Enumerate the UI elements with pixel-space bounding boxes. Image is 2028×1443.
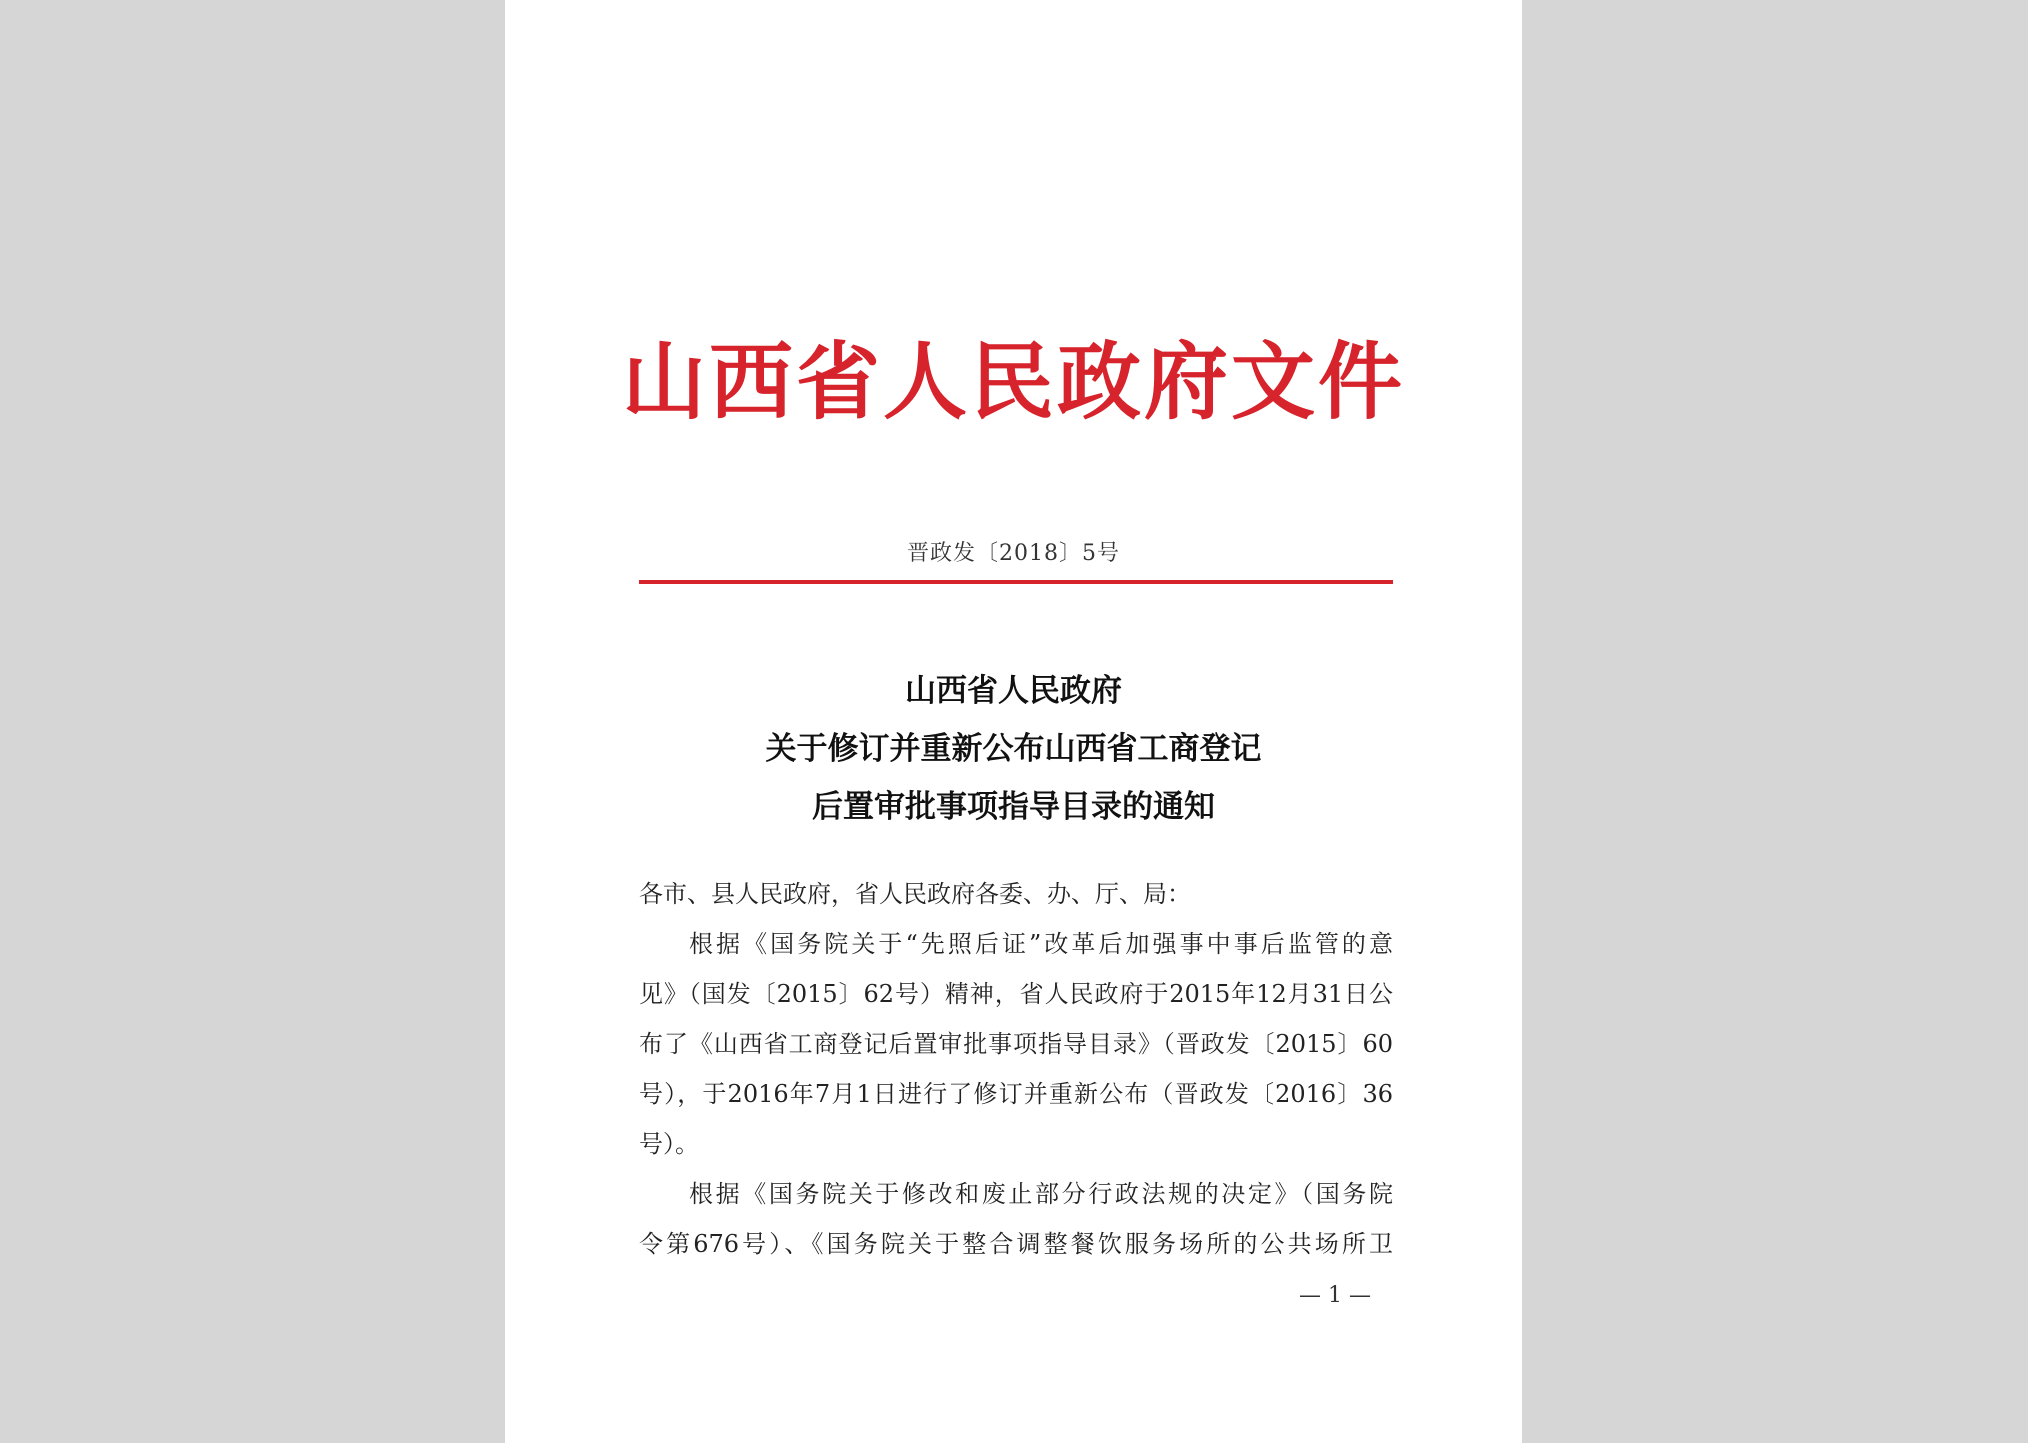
body-line: 根据《国务院关于“先照后证”改革后加强事中事后监管的意 [689,930,1393,958]
title-line: 后置审批事项指导目录的通知 [812,789,1215,825]
masthead: 山西省人民政府文件 [621,332,1405,431]
body-line: 号），于2016年7月1日进行了修订并重新公布（晋政发〔2016〕36 [639,1080,1393,1108]
document-number: 晋政发〔2018〕5号 [907,541,1120,566]
document-title [505,673,1522,850]
body-line: 令第676号）、《国务院关于整合调整餐饮服务场所的公共场所卫 [639,1230,1393,1258]
title-line: 关于修订并重新公布山西省工商登记 [765,731,1262,767]
body-text [639,882,1393,1282]
page-number: — 1 — [1299,1283,1371,1308]
body-line: 根据《国务院关于修改和废止部分行政法规的决定》（国务院 [689,1180,1393,1208]
red-divider-line [639,580,1393,584]
body-line: 号）。 [639,1130,699,1158]
document-page [505,0,1522,1443]
body-line: 见》（国发〔2015〕62号）精神，省人民政府于2015年12月31日公 [639,980,1393,1008]
title-line: 山西省人民政府 [905,673,1122,709]
body-line: 布了《山西省工商登记后置审批事项指导目录》（晋政发〔2015〕60 [639,1030,1393,1058]
salutation: 各市、县人民政府，省人民政府各委、办、厅、局： [639,880,1191,908]
